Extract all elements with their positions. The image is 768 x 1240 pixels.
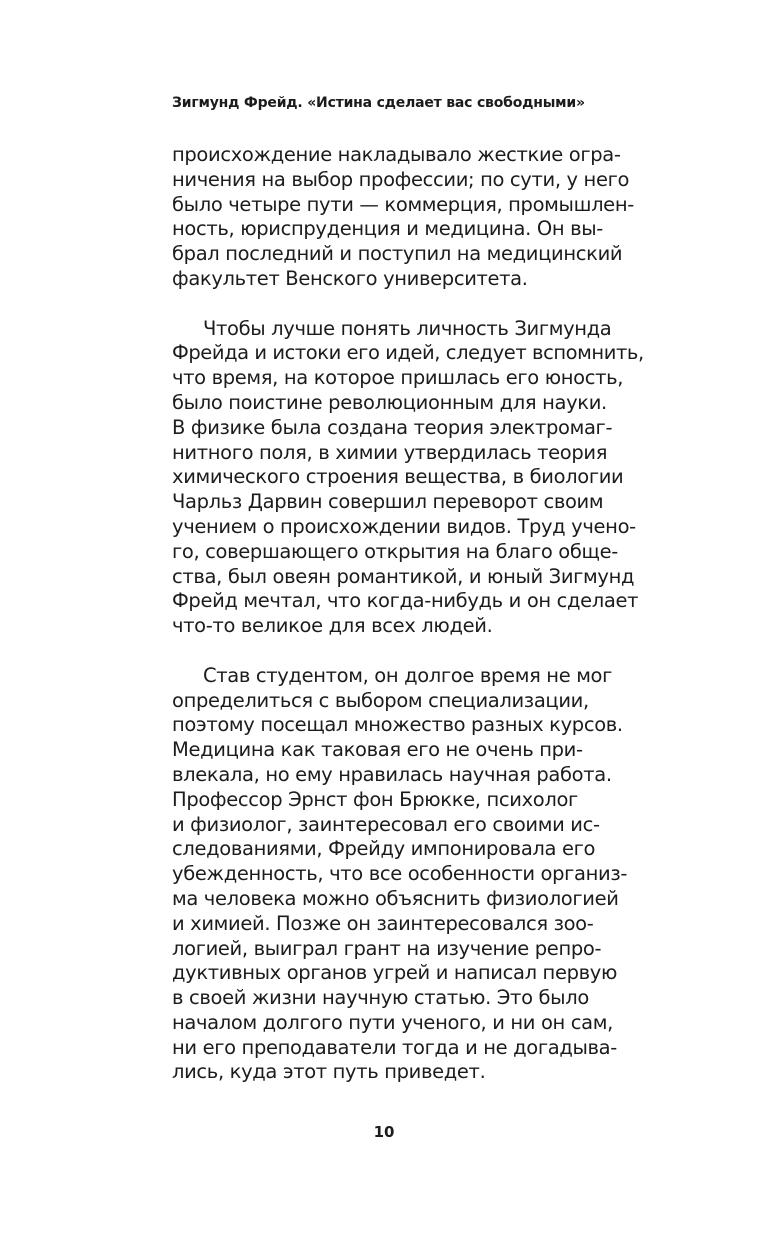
- text-line: что время, на которое пришлась его юность,: [172, 366, 624, 390]
- text-line: логией, выиграл грант на изучение репро-: [172, 936, 602, 960]
- text-line: Став студентом, он долгое время не мог: [203, 663, 613, 687]
- text-line: и физиолог, заинтересовал его своими ис-: [172, 812, 600, 836]
- text-line: дуктивных органов угрей и написал первую: [172, 961, 618, 985]
- text-line: химического строения вещества, в биологии: [172, 465, 624, 489]
- text-line: началом долгого пути ученого, и ни он сам,: [172, 1010, 613, 1034]
- text-line: Медицина как таковая его не очень при-: [172, 738, 583, 762]
- paragraph-2: [172, 317, 644, 639]
- text-line: убежденность, что все особенности организ-: [172, 862, 628, 886]
- text-line: лись, куда этот путь приведет.: [172, 1060, 486, 1084]
- text-line: В физике была создана теория электромаг-: [172, 415, 613, 439]
- text-line: влекала, но ему нравилась научная работа.: [172, 762, 612, 786]
- text-line: происхождение накладывало жесткие огра-: [172, 143, 621, 166]
- text-line: что-то великое для всех людей.: [172, 614, 493, 638]
- text-line: го, совершающего открытия на благо обще-: [172, 539, 618, 563]
- body-text: [172, 143, 644, 1085]
- text-line: факультет Венского университета.: [172, 266, 528, 290]
- text-line: определиться с выбором специализации,: [172, 688, 589, 712]
- text-line: ства, был овеян романтикой, и юный Зигмунд: [172, 564, 635, 588]
- text-line: Фрейда и истоки его идей, следует вспомнить,: [172, 341, 644, 365]
- text-line: нитного поля, в химии утвердилась теория: [172, 440, 608, 464]
- paragraph-1: [172, 143, 644, 292]
- text-line: ничения на выбор профессии; по сути, у него: [172, 167, 630, 191]
- paragraph-3: [172, 664, 644, 1086]
- text-line: ность, юриспруденция и медицина. Он вы-: [172, 217, 603, 241]
- text-line: Профессор Эрнст фон Брюкке, психолог: [172, 787, 578, 811]
- text-line: поэтому посещал множество разных курсов.: [172, 713, 623, 737]
- text-line: ма человека можно объяснить физиологией: [172, 886, 619, 910]
- text-line: учением о происхождении видов. Труд учено-: [172, 514, 636, 538]
- text-line: было поистине революционным для науки.: [172, 390, 607, 414]
- text-line: Фрейд мечтал, что когда-нибудь и он сделает: [172, 589, 639, 613]
- text-line: и химией. Позже он заинтересовался зоо-: [172, 911, 594, 935]
- text-line: Чарльз Дарвин совершил переворот своим: [172, 490, 604, 514]
- page-number: 10: [373, 1123, 395, 1141]
- running-header: Зигмунд Фрейд. «Истина сделает вас свободными»: [172, 95, 585, 111]
- text-line: следованиями, Фрейду импонировала его: [172, 837, 596, 861]
- text-line: в своей жизни научную статью. Это было: [172, 986, 589, 1010]
- text-line: Чтобы лучше понять личность Зигмунда: [203, 316, 612, 340]
- text-line: было четыре пути — коммерция, промышлен-: [172, 192, 634, 216]
- text-line: ни его преподаватели тогда и не догадыва-: [172, 1035, 617, 1059]
- text-line: брал последний и поступил на медицинский: [172, 242, 623, 266]
